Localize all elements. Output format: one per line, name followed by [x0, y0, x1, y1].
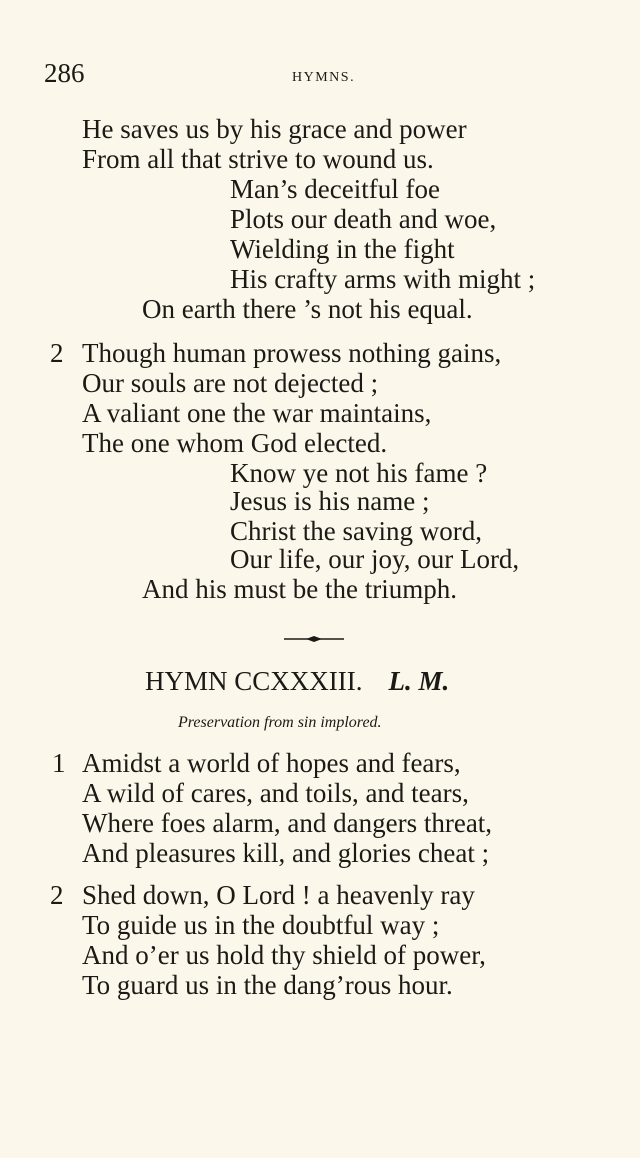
verse-line: Amidst a world of hopes and fears, — [82, 748, 461, 778]
verse-line: Shed down, O Lord ! a heavenly ray — [82, 880, 475, 910]
page-number: 286 — [44, 58, 85, 88]
verse-line: Jesus is his name ; — [230, 486, 430, 516]
verse-number: 1 — [52, 748, 66, 778]
verse-number: 2 — [50, 338, 64, 368]
verse-line: Though human prowess nothing gains, — [82, 338, 502, 368]
hymn-subtitle: Preservation from sin implored. — [178, 714, 382, 731]
verse-number: 2 — [50, 880, 64, 910]
verse-line: To guide us in the doubtful way ; — [82, 910, 440, 940]
verse-line: Man’s deceitful foe — [230, 174, 440, 204]
verse-line: He saves us by his grace and power — [82, 114, 467, 144]
ornament-divider — [284, 635, 344, 643]
verse-line: Know ye not his fame ? — [230, 458, 488, 488]
verse-line: To guard us in the dang’rous hour. — [82, 970, 453, 1000]
verse-line: And pleasures kill, and glories cheat ; — [82, 838, 490, 868]
verse-line: A valiant one the war maintains, — [82, 398, 432, 428]
verse-line: From all that strive to wound us. — [82, 144, 434, 174]
verse-line: The one whom God elected. — [82, 428, 388, 458]
verse-line: And his must be the triumph. — [142, 574, 457, 604]
verse-line: Plots our death and woe, — [230, 204, 497, 234]
verse-line: Our life, our joy, our Lord, — [230, 544, 520, 574]
hymn-number: HYMN CCXXXIII. — [145, 666, 363, 696]
verse-line: Our souls are not dejected ; — [82, 368, 379, 398]
hymn-meter: L. M. — [388, 666, 450, 696]
running-head: HYMNS. — [292, 70, 356, 85]
page-header — [0, 58, 640, 94]
verse-line: A wild of cares, and toils, and tears, — [82, 778, 469, 808]
hymn-title — [145, 666, 449, 697]
verse-line: His crafty arms with might ; — [230, 264, 536, 294]
verse-line: On earth there ’s not his equal. — [142, 294, 473, 324]
verse-line: And o’er us hold thy shield of power, — [82, 940, 486, 970]
verse-line: Christ the saving word, — [230, 516, 482, 546]
verse-line: Wielding in the fight — [230, 234, 455, 264]
verse-line: Where foes alarm, and dangers threat, — [82, 808, 493, 838]
